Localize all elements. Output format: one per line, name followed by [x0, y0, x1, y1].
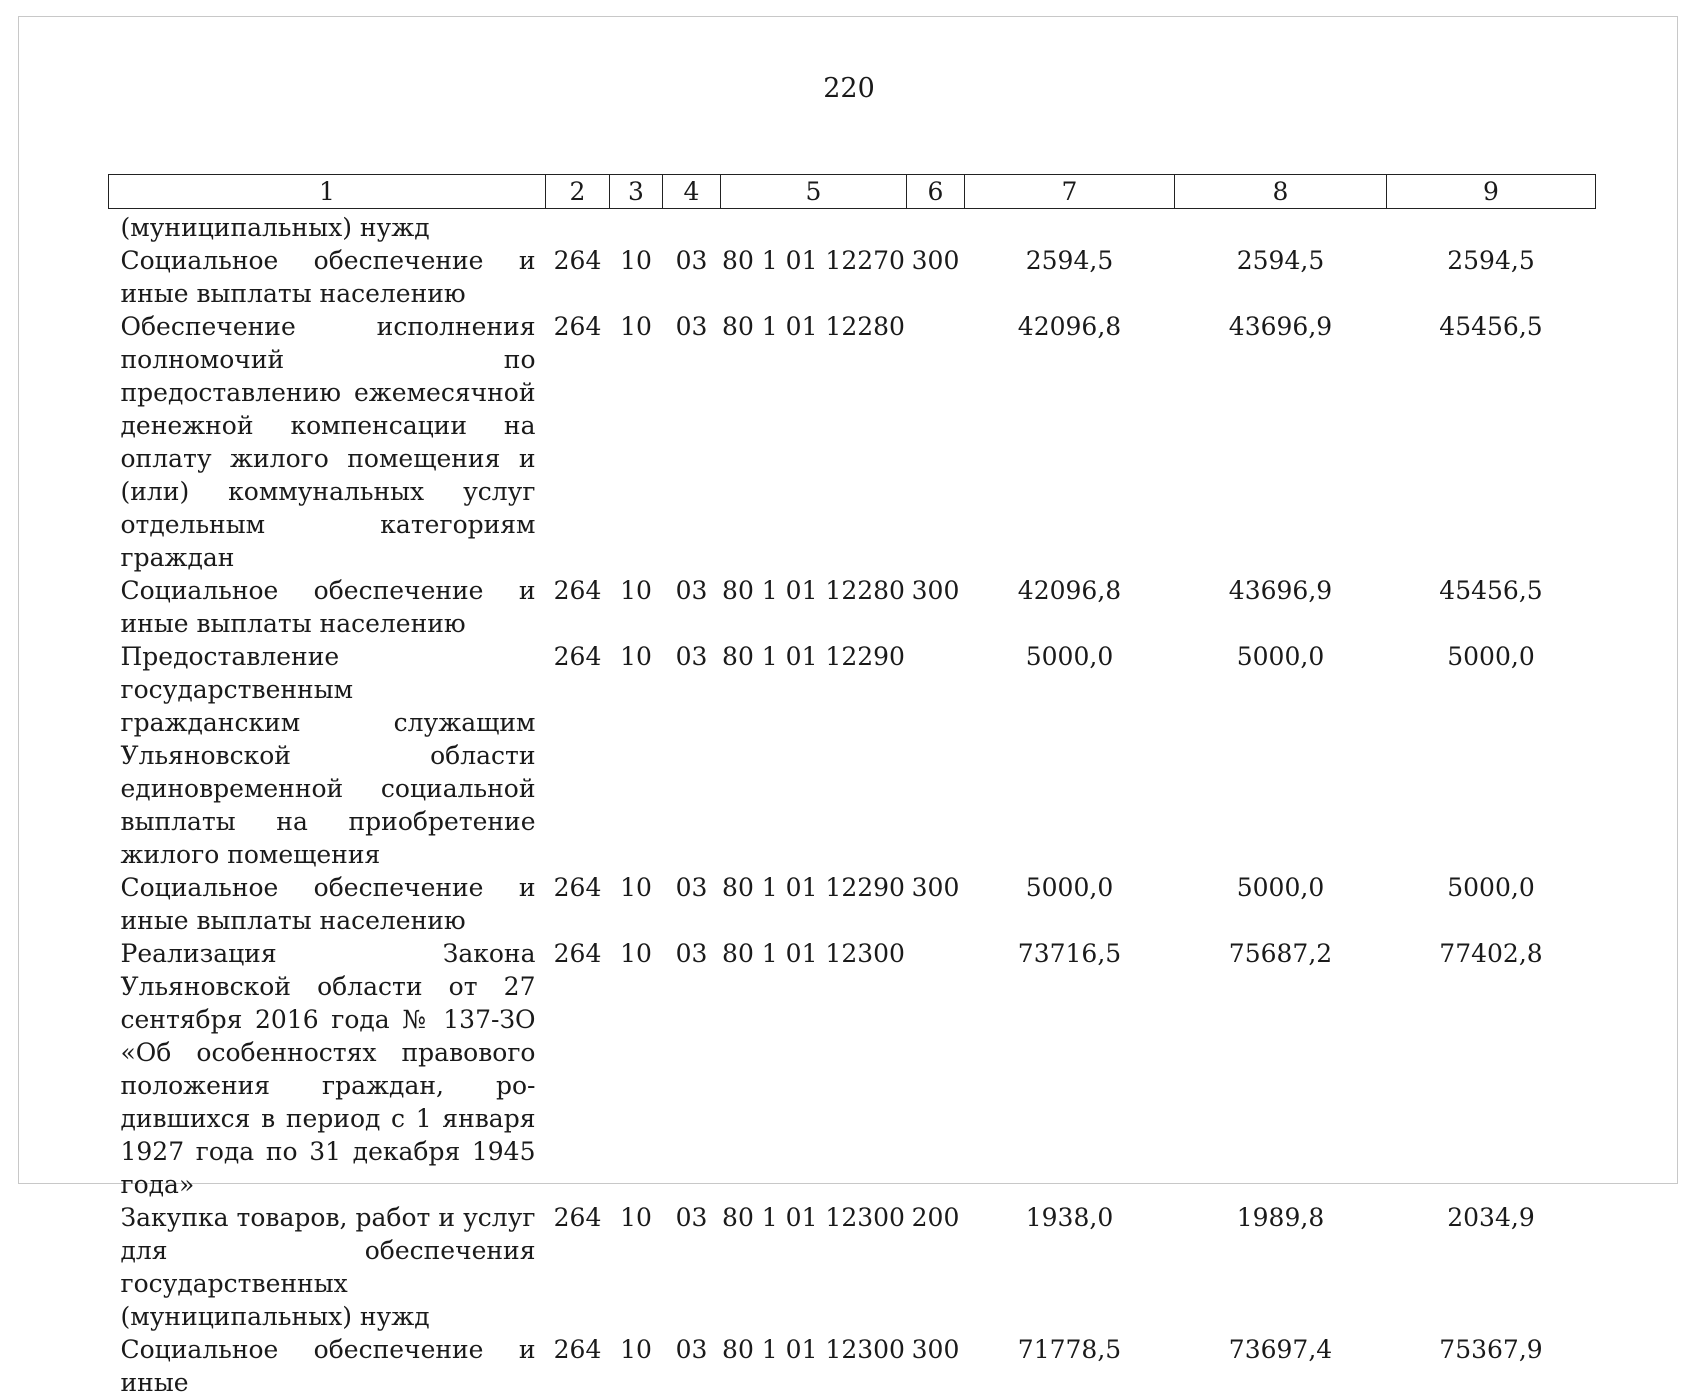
table-row: [109, 244, 1596, 310]
row-amount-year-2: [1175, 209, 1387, 245]
row-section: 10: [610, 310, 663, 574]
row-target-article: 80 1 01 12270: [721, 244, 907, 310]
row-target-article: 80 1 01 12290: [721, 640, 907, 871]
row-amount-year-2: 1989,8: [1175, 1201, 1387, 1333]
row-amount-year-3: 2034,9: [1387, 1201, 1596, 1333]
row-amount-year-2: 75687,2: [1175, 937, 1387, 1201]
budget-table-container: [108, 174, 1595, 1399]
row-expense-type: 300: [907, 574, 965, 640]
row-amount-year-1: 1938,0: [965, 1201, 1175, 1333]
row-target-article: 80 1 01 12300: [721, 937, 907, 1201]
row-subsection: 03: [663, 244, 721, 310]
row-target-article: [721, 209, 907, 245]
row-amount-year-1: 5000,0: [965, 640, 1175, 871]
row-expense-type: [907, 640, 965, 871]
row-amount-year-2: 5000,0: [1175, 640, 1387, 871]
row-description: Предоставление государственным гражданским служащим Ульяновской области единовременной социальной выплаты на приобретение жилого помещения: [109, 640, 546, 871]
row-amount-year-2: 73697,4: [1175, 1333, 1387, 1399]
row-subsection: 03: [663, 1201, 721, 1333]
header-cell-3: 3: [610, 175, 663, 209]
row-expense-type: [907, 209, 965, 245]
row-subsection: 03: [663, 640, 721, 871]
row-subsection: 03: [663, 310, 721, 574]
row-ministry-code: 264: [546, 871, 610, 937]
row-subsection: 03: [663, 871, 721, 937]
row-amount-year-2: 43696,9: [1175, 574, 1387, 640]
row-section: 10: [610, 244, 663, 310]
row-target-article: 80 1 01 12280: [721, 574, 907, 640]
row-expense-type: [907, 937, 965, 1201]
row-description: Социальное обеспечение и иные выплаты населению: [109, 871, 546, 937]
row-section: 10: [610, 937, 663, 1201]
row-description: Закупка товаров, работ и услуг для обеспечения государственных (муниципальных) нужд: [109, 1201, 546, 1333]
row-description: Обеспечение исполнения полномочий по предоставлению ежемесячной денежной компенсации на оплату жилого помещения и (или) коммунальных услуг отдельным категориям граждан: [109, 310, 546, 574]
row-amount-year-1: 42096,8: [965, 574, 1175, 640]
table-row: [109, 310, 1596, 574]
row-amount-year-3: 5000,0: [1387, 640, 1596, 871]
row-subsection: [663, 209, 721, 245]
row-ministry-code: 264: [546, 244, 610, 310]
row-amount-year-1: 5000,0: [965, 871, 1175, 937]
header-cell-6: 6: [907, 175, 965, 209]
row-section: 10: [610, 1333, 663, 1399]
row-target-article: 80 1 01 12290: [721, 871, 907, 937]
row-section: 10: [610, 871, 663, 937]
header-cell-4: 4: [663, 175, 721, 209]
row-amount-year-2: 2594,5: [1175, 244, 1387, 310]
table-row: [109, 937, 1596, 1201]
row-amount-year-2: 5000,0: [1175, 871, 1387, 937]
row-section: 10: [610, 1201, 663, 1333]
row-amount-year-1: 42096,8: [965, 310, 1175, 574]
row-section: 10: [610, 640, 663, 871]
row-ministry-code: [546, 209, 610, 245]
row-subsection: 03: [663, 574, 721, 640]
row-description: Социальное обеспечение и иные выплаты населению: [109, 244, 546, 310]
row-amount-year-3: 75367,9: [1387, 1333, 1596, 1399]
row-amount-year-3: 77402,8: [1387, 937, 1596, 1201]
row-ministry-code: 264: [546, 1201, 610, 1333]
row-description: Социальное обеспечение и иные выплаты населению: [109, 574, 546, 640]
header-cell-2: 2: [546, 175, 610, 209]
table-row: [109, 871, 1596, 937]
row-amount-year-1: 71778,5: [965, 1333, 1175, 1399]
table-row: [109, 1201, 1596, 1333]
row-target-article: 80 1 01 12280: [721, 310, 907, 574]
row-amount-year-3: 45456,5: [1387, 310, 1596, 574]
row-amount-year-1: 2594,5: [965, 244, 1175, 310]
row-amount-year-3: [1387, 209, 1596, 245]
row-section: [610, 209, 663, 245]
row-target-article: 80 1 01 12300: [721, 1201, 907, 1333]
table-row: [109, 209, 1596, 245]
row-ministry-code: 264: [546, 574, 610, 640]
row-expense-type: 300: [907, 244, 965, 310]
row-target-article: 80 1 01 12300: [721, 1333, 907, 1399]
row-ministry-code: 264: [546, 640, 610, 871]
table-body: [109, 209, 1596, 1399]
header-cell-5: 5: [721, 175, 907, 209]
row-amount-year-3: 45456,5: [1387, 574, 1596, 640]
row-section: 10: [610, 574, 663, 640]
row-ministry-code: 264: [546, 937, 610, 1201]
row-ministry-code: 264: [546, 310, 610, 574]
header-cell-8: 8: [1175, 175, 1387, 209]
row-amount-year-1: [965, 209, 1175, 245]
table-header: [109, 175, 1596, 209]
table-row: [109, 1333, 1596, 1399]
row-ministry-code: 264: [546, 1333, 610, 1399]
row-amount-year-1: 73716,5: [965, 937, 1175, 1201]
row-expense-type: [907, 310, 965, 574]
row-expense-type: 200: [907, 1201, 965, 1333]
row-description: (муниципальных) нужд: [109, 209, 546, 245]
row-expense-type: 300: [907, 871, 965, 937]
page-number: 220: [0, 72, 1698, 106]
budget-table: [108, 174, 1596, 1399]
row-description: Реализация Закона Ульяновской области от 27 сентября 2016 года № 137-ЗО «Об особенностях правового положения граждан, родившихся в период с 1 января 1927 года по 31 декабря 1945 года»: [109, 937, 546, 1201]
header-cell-7: 7: [965, 175, 1175, 209]
table-row: [109, 574, 1596, 640]
header-row: [109, 175, 1596, 209]
row-expense-type: 300: [907, 1333, 965, 1399]
table-row: [109, 640, 1596, 871]
row-subsection: 03: [663, 1333, 721, 1399]
header-cell-1: 1: [109, 175, 546, 209]
row-amount-year-3: 2594,5: [1387, 244, 1596, 310]
row-amount-year-3: 5000,0: [1387, 871, 1596, 937]
header-cell-9: 9: [1387, 175, 1596, 209]
row-amount-year-2: 43696,9: [1175, 310, 1387, 574]
row-subsection: 03: [663, 937, 721, 1201]
row-description: Социальное обеспечение и иные: [109, 1333, 546, 1399]
